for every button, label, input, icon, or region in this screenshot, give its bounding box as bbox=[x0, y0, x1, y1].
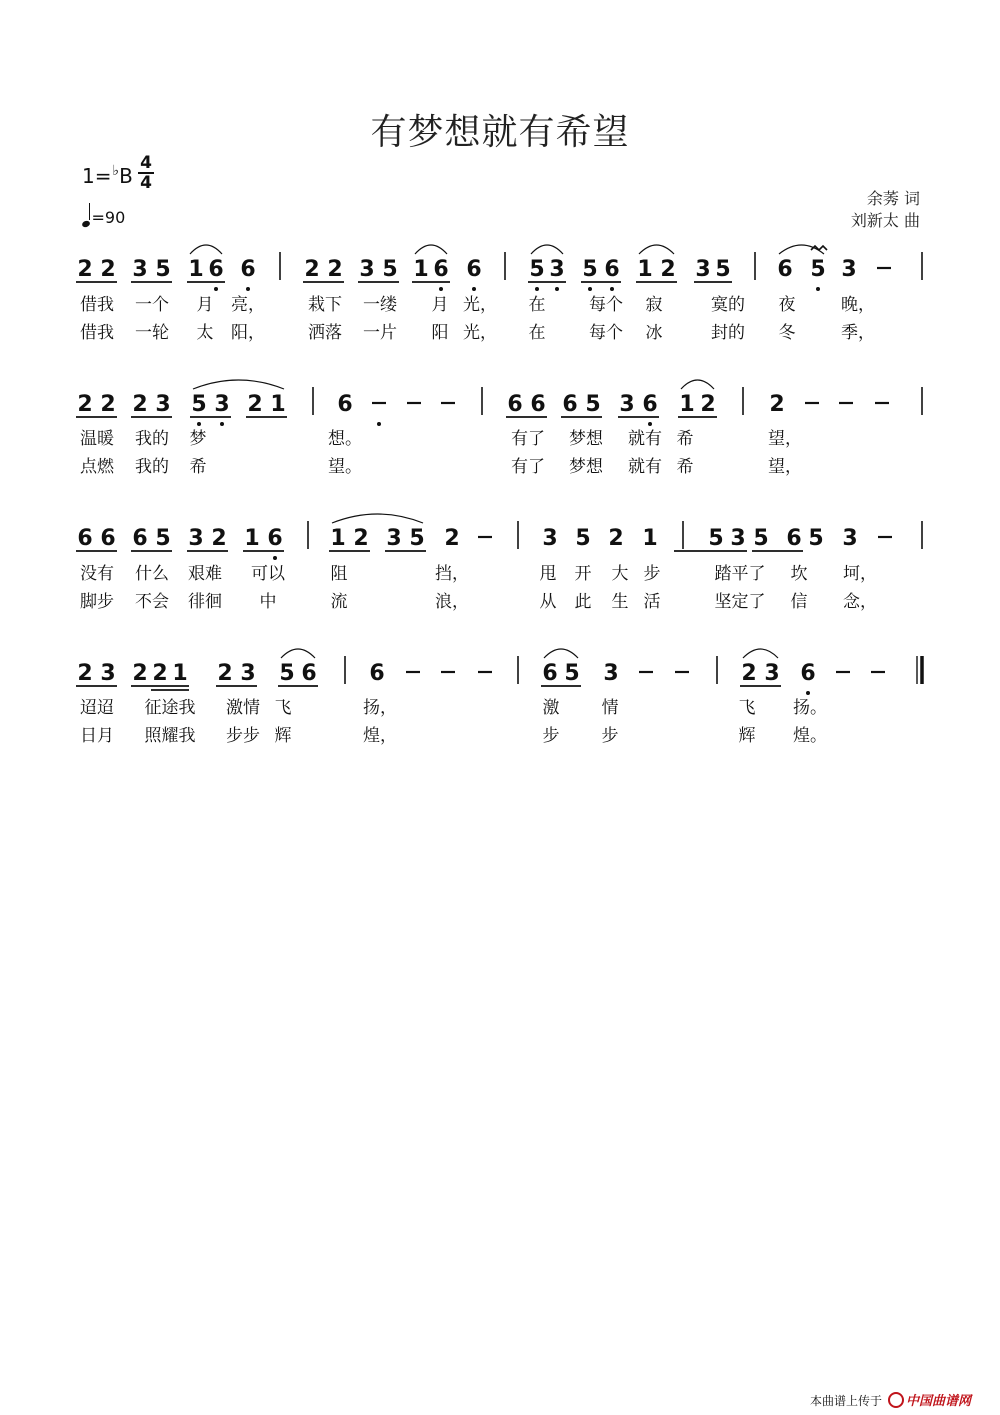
lyric-verse1: 每个 bbox=[589, 295, 623, 315]
lyric-verse1: 想。 bbox=[328, 429, 362, 449]
low-octave-dot bbox=[588, 287, 592, 291]
lyric-verse2: 煌。 bbox=[793, 726, 827, 746]
low-octave-dot bbox=[214, 287, 218, 291]
note-2: 2 bbox=[327, 257, 343, 282]
key-note: B bbox=[119, 164, 133, 188]
low-octave-dot bbox=[535, 287, 539, 291]
lyric-verse2: 梦想 bbox=[569, 457, 603, 477]
lyric-verse1: 开 bbox=[574, 564, 592, 584]
lyric-verse2: 步 bbox=[601, 726, 619, 746]
lyric-verse1: 梦 bbox=[189, 429, 207, 449]
lyric-verse1: 亮， bbox=[231, 295, 265, 315]
low-octave-dot bbox=[246, 287, 250, 291]
lyric-verse2: 一轮 bbox=[135, 323, 169, 343]
note-1: 1 bbox=[270, 392, 286, 417]
low-octave-dot bbox=[472, 287, 476, 291]
lyric-verse2: 希 bbox=[676, 457, 694, 477]
note-6: 6 bbox=[642, 392, 658, 417]
lyric-verse2: 此 bbox=[574, 592, 592, 612]
lyric-verse2: 每个 bbox=[589, 323, 623, 343]
lyric-verse1: 飞 bbox=[274, 698, 292, 718]
low-octave-dot bbox=[439, 287, 443, 291]
lyric-verse2: 就有 bbox=[628, 457, 662, 477]
lyric-verse1: 扬。 bbox=[793, 698, 827, 718]
note-2: 2 bbox=[700, 392, 716, 417]
note-6: 6 bbox=[786, 526, 802, 551]
lyric-verse1: 一个 bbox=[135, 295, 169, 315]
slur bbox=[281, 649, 315, 658]
note-3: 3 bbox=[359, 257, 375, 282]
note-3: 3 bbox=[730, 526, 746, 551]
lyric-verse2: 季， bbox=[841, 323, 875, 343]
note-3: 3 bbox=[240, 661, 256, 686]
low-octave-dot bbox=[273, 556, 277, 560]
lyric-verse1: 坎 bbox=[790, 564, 808, 584]
low-octave-dot bbox=[555, 287, 559, 291]
note-3: 3 bbox=[842, 526, 858, 551]
note-2: 2 bbox=[353, 526, 369, 551]
lyric-verse1: 什么 bbox=[135, 564, 169, 584]
lyric-verse2: 步 bbox=[542, 726, 560, 746]
lyric-verse2: 一片 bbox=[363, 323, 397, 343]
note-3: 3 bbox=[214, 392, 230, 417]
lyric-verse1: 激 bbox=[542, 698, 560, 718]
note-5: 5 bbox=[155, 257, 171, 282]
lyric-verse1: 望， bbox=[768, 429, 802, 449]
lyric-verse1: 没有 bbox=[80, 564, 114, 584]
lyric-verse2: 有了 bbox=[511, 457, 545, 477]
lyric-verse1: 寂 bbox=[645, 295, 663, 315]
lyric-verse2: 活 bbox=[643, 592, 661, 612]
lyric-verse1: 夜 bbox=[778, 295, 796, 315]
note-1: 1 bbox=[244, 526, 260, 551]
lyric-verse1: 甩 bbox=[539, 564, 557, 584]
lyric-verse2: 从 bbox=[539, 592, 557, 612]
note-2: 2 bbox=[132, 392, 148, 417]
lyric-verse2: 点燃 bbox=[80, 457, 114, 477]
note-3: 3 bbox=[549, 257, 565, 282]
lyric-verse1: 阻 bbox=[330, 564, 348, 584]
note-5: 5 bbox=[582, 257, 598, 282]
lyric-verse1: 征途我 bbox=[144, 698, 196, 718]
lyric-verse1: 踏平了 bbox=[714, 564, 766, 584]
note-6: 6 bbox=[800, 661, 816, 686]
lyric-verse1: 扬， bbox=[363, 698, 397, 718]
note-3: 3 bbox=[100, 661, 116, 686]
flat-sign: ♭ bbox=[112, 163, 120, 179]
lyric-verse1: 飞 bbox=[738, 698, 756, 718]
lyric-verse2: 徘徊 bbox=[188, 592, 222, 612]
lyric-verse1: 月 bbox=[196, 295, 214, 315]
slur bbox=[332, 514, 423, 523]
note-5: 5 bbox=[279, 661, 295, 686]
note-2: 2 bbox=[304, 257, 320, 282]
slur bbox=[193, 380, 284, 389]
note-6: 6 bbox=[77, 526, 93, 551]
note-6: 6 bbox=[240, 257, 256, 282]
lyric-verse2: 浪， bbox=[435, 592, 469, 612]
lyric-verse2: 希 bbox=[189, 457, 207, 477]
note-1: 1 bbox=[172, 661, 188, 686]
note-6: 6 bbox=[208, 257, 224, 282]
lyric-verse2: 信 bbox=[790, 592, 808, 612]
lyric-verse1: 月 bbox=[431, 295, 449, 315]
note-1: 1 bbox=[413, 257, 429, 282]
note-5: 5 bbox=[708, 526, 724, 551]
lyric-verse1: 寞的 bbox=[711, 295, 745, 315]
note-6: 6 bbox=[132, 526, 148, 551]
note-6: 6 bbox=[433, 257, 449, 282]
note-6: 6 bbox=[604, 257, 620, 282]
note-6: 6 bbox=[100, 526, 116, 551]
lyric-verse2: 煌， bbox=[363, 726, 397, 746]
key-prefix: 1= bbox=[82, 164, 112, 188]
lyric-verse2: 我的 bbox=[135, 457, 169, 477]
low-octave-dot bbox=[377, 422, 381, 426]
low-octave-dot bbox=[610, 287, 614, 291]
lyric-verse2: 脚步 bbox=[80, 592, 114, 612]
lyric-verse2: 日月 bbox=[80, 726, 114, 746]
mordent-mark bbox=[811, 246, 827, 250]
note-6: 6 bbox=[530, 392, 546, 417]
slur bbox=[544, 649, 578, 658]
lyric-verse2: 冬 bbox=[778, 323, 796, 343]
note-2: 2 bbox=[152, 661, 168, 686]
note-1: 1 bbox=[642, 526, 658, 551]
lyric-verse2: 洒落 bbox=[308, 323, 342, 343]
lyric-verse1: 步 bbox=[643, 564, 661, 584]
note-3: 3 bbox=[695, 257, 711, 282]
slur bbox=[190, 245, 222, 254]
score-title: 有梦想就有希望 bbox=[370, 112, 630, 153]
lyric-verse1: 晚， bbox=[841, 295, 875, 315]
note-5: 5 bbox=[564, 661, 580, 686]
lyric-verse2: 念， bbox=[843, 592, 877, 612]
lyric-verse1: 激情 bbox=[226, 698, 260, 718]
lyric-verse2: 坚定了 bbox=[714, 592, 766, 612]
lyric-verse2: 借我 bbox=[80, 323, 114, 343]
note-6: 6 bbox=[337, 392, 353, 417]
note-2: 2 bbox=[769, 392, 785, 417]
lyric-verse1: 借我 bbox=[80, 295, 114, 315]
slur bbox=[531, 245, 563, 254]
note-2: 2 bbox=[132, 661, 148, 686]
note-5: 5 bbox=[191, 392, 207, 417]
lyric-verse1: 挡， bbox=[435, 564, 469, 584]
note-5: 5 bbox=[715, 257, 731, 282]
site-name: 中国曲谱网 bbox=[906, 1394, 972, 1409]
note-2: 2 bbox=[77, 257, 93, 282]
lyric-verse2: 不会 bbox=[135, 592, 169, 612]
lyric-verse2: 辉 bbox=[274, 726, 292, 746]
note-5: 5 bbox=[810, 257, 826, 282]
slur bbox=[681, 380, 714, 389]
lyric-verse2: 阳 bbox=[431, 323, 449, 343]
lyric-verse1: 情 bbox=[601, 698, 619, 718]
note-3: 3 bbox=[132, 257, 148, 282]
lyric-verse1: 有了 bbox=[511, 429, 545, 449]
meter-top: 4 bbox=[140, 153, 152, 173]
note-2: 2 bbox=[217, 661, 233, 686]
note-3: 3 bbox=[188, 526, 204, 551]
note-6: 6 bbox=[301, 661, 317, 686]
slur bbox=[415, 245, 447, 254]
footer-text: 本曲谱上传于 bbox=[810, 1394, 883, 1408]
note-6: 6 bbox=[777, 257, 793, 282]
low-octave-dot bbox=[220, 422, 224, 426]
lyric-verse2: 照耀我 bbox=[144, 726, 196, 746]
note-5: 5 bbox=[155, 526, 171, 551]
note-3: 3 bbox=[841, 257, 857, 282]
lyric-verse1: 就有 bbox=[628, 429, 662, 449]
lyric-verse1: 坷， bbox=[843, 564, 877, 584]
lyric-verse1: 我的 bbox=[135, 429, 169, 449]
lyric-verse1: 迢迢 bbox=[80, 698, 114, 718]
note-2: 2 bbox=[100, 392, 116, 417]
lyricist: 余莠 词 bbox=[866, 189, 920, 208]
lyric-verse1: 温暖 bbox=[80, 429, 114, 449]
note-3: 3 bbox=[603, 661, 619, 686]
slur bbox=[779, 245, 824, 254]
slur bbox=[743, 649, 778, 658]
site-logo bbox=[888, 1394, 971, 1409]
composer: 刘新太 曲 bbox=[850, 211, 920, 230]
note-6: 6 bbox=[562, 392, 578, 417]
note-1: 1 bbox=[637, 257, 653, 282]
note-3: 3 bbox=[386, 526, 402, 551]
note-3: 3 bbox=[155, 392, 171, 417]
lyric-verse1: 希 bbox=[676, 429, 694, 449]
low-octave-dot bbox=[806, 691, 810, 695]
note-6: 6 bbox=[507, 392, 523, 417]
low-octave-dot bbox=[816, 287, 820, 291]
lyric-verse2: 冰 bbox=[645, 323, 663, 343]
meter-bottom: 4 bbox=[140, 173, 152, 193]
note-5: 5 bbox=[382, 257, 398, 282]
lyric-verse2: 在 bbox=[528, 323, 546, 343]
note-6: 6 bbox=[466, 257, 482, 282]
note-1: 1 bbox=[679, 392, 695, 417]
note-6: 6 bbox=[542, 661, 558, 686]
footer bbox=[810, 1390, 971, 1409]
lyric-verse2: 中 bbox=[259, 592, 277, 612]
lyric-verse2: 望， bbox=[768, 457, 802, 477]
lyric-verse1: 光， bbox=[463, 295, 497, 315]
slur bbox=[639, 245, 674, 254]
low-octave-dot bbox=[197, 422, 201, 426]
logo-icon bbox=[888, 1392, 904, 1408]
note-2: 2 bbox=[77, 392, 93, 417]
note-3: 3 bbox=[542, 526, 558, 551]
note-2: 2 bbox=[608, 526, 624, 551]
note-5: 5 bbox=[529, 257, 545, 282]
lyric-verse2: 辉 bbox=[738, 726, 756, 746]
note-5: 5 bbox=[808, 526, 824, 551]
lyric-verse2: 望。 bbox=[328, 457, 362, 477]
note-2: 2 bbox=[660, 257, 676, 282]
note-5: 5 bbox=[575, 526, 591, 551]
lyric-verse2: 生 bbox=[611, 592, 629, 612]
note-6: 6 bbox=[369, 661, 385, 686]
tempo-value: =90 bbox=[91, 208, 126, 227]
lyric-verse1: 大 bbox=[611, 564, 629, 584]
lyric-verse2: 封的 bbox=[711, 323, 745, 343]
lyric-verse2: 阳， bbox=[231, 323, 265, 343]
lyric-verse1: 可以 bbox=[251, 564, 285, 584]
low-octave-dot bbox=[648, 422, 652, 426]
note-2: 2 bbox=[211, 526, 227, 551]
lyric-verse2: 光， bbox=[463, 323, 497, 343]
note-3: 3 bbox=[764, 661, 780, 686]
note-2: 2 bbox=[444, 526, 460, 551]
lyric-verse2: 流 bbox=[330, 592, 348, 612]
note-2: 2 bbox=[741, 661, 757, 686]
note-3: 3 bbox=[619, 392, 635, 417]
note-2: 2 bbox=[247, 392, 263, 417]
lyric-verse1: 艰难 bbox=[188, 564, 222, 584]
lyric-verse1: 一缕 bbox=[363, 295, 397, 315]
note-2: 2 bbox=[100, 257, 116, 282]
note-1: 1 bbox=[188, 257, 204, 282]
note-5: 5 bbox=[585, 392, 601, 417]
note-5: 5 bbox=[753, 526, 769, 551]
note-2: 2 bbox=[77, 661, 93, 686]
note-1: 1 bbox=[330, 526, 346, 551]
lyric-verse2: 步步 bbox=[226, 726, 260, 746]
note-5: 5 bbox=[409, 526, 425, 551]
note-6: 6 bbox=[267, 526, 283, 551]
lyric-verse1: 梦想 bbox=[569, 429, 603, 449]
lyric-verse1: 栽下 bbox=[308, 295, 342, 315]
lyric-verse1: 在 bbox=[528, 295, 546, 315]
lyric-verse2: 太 bbox=[196, 323, 214, 343]
